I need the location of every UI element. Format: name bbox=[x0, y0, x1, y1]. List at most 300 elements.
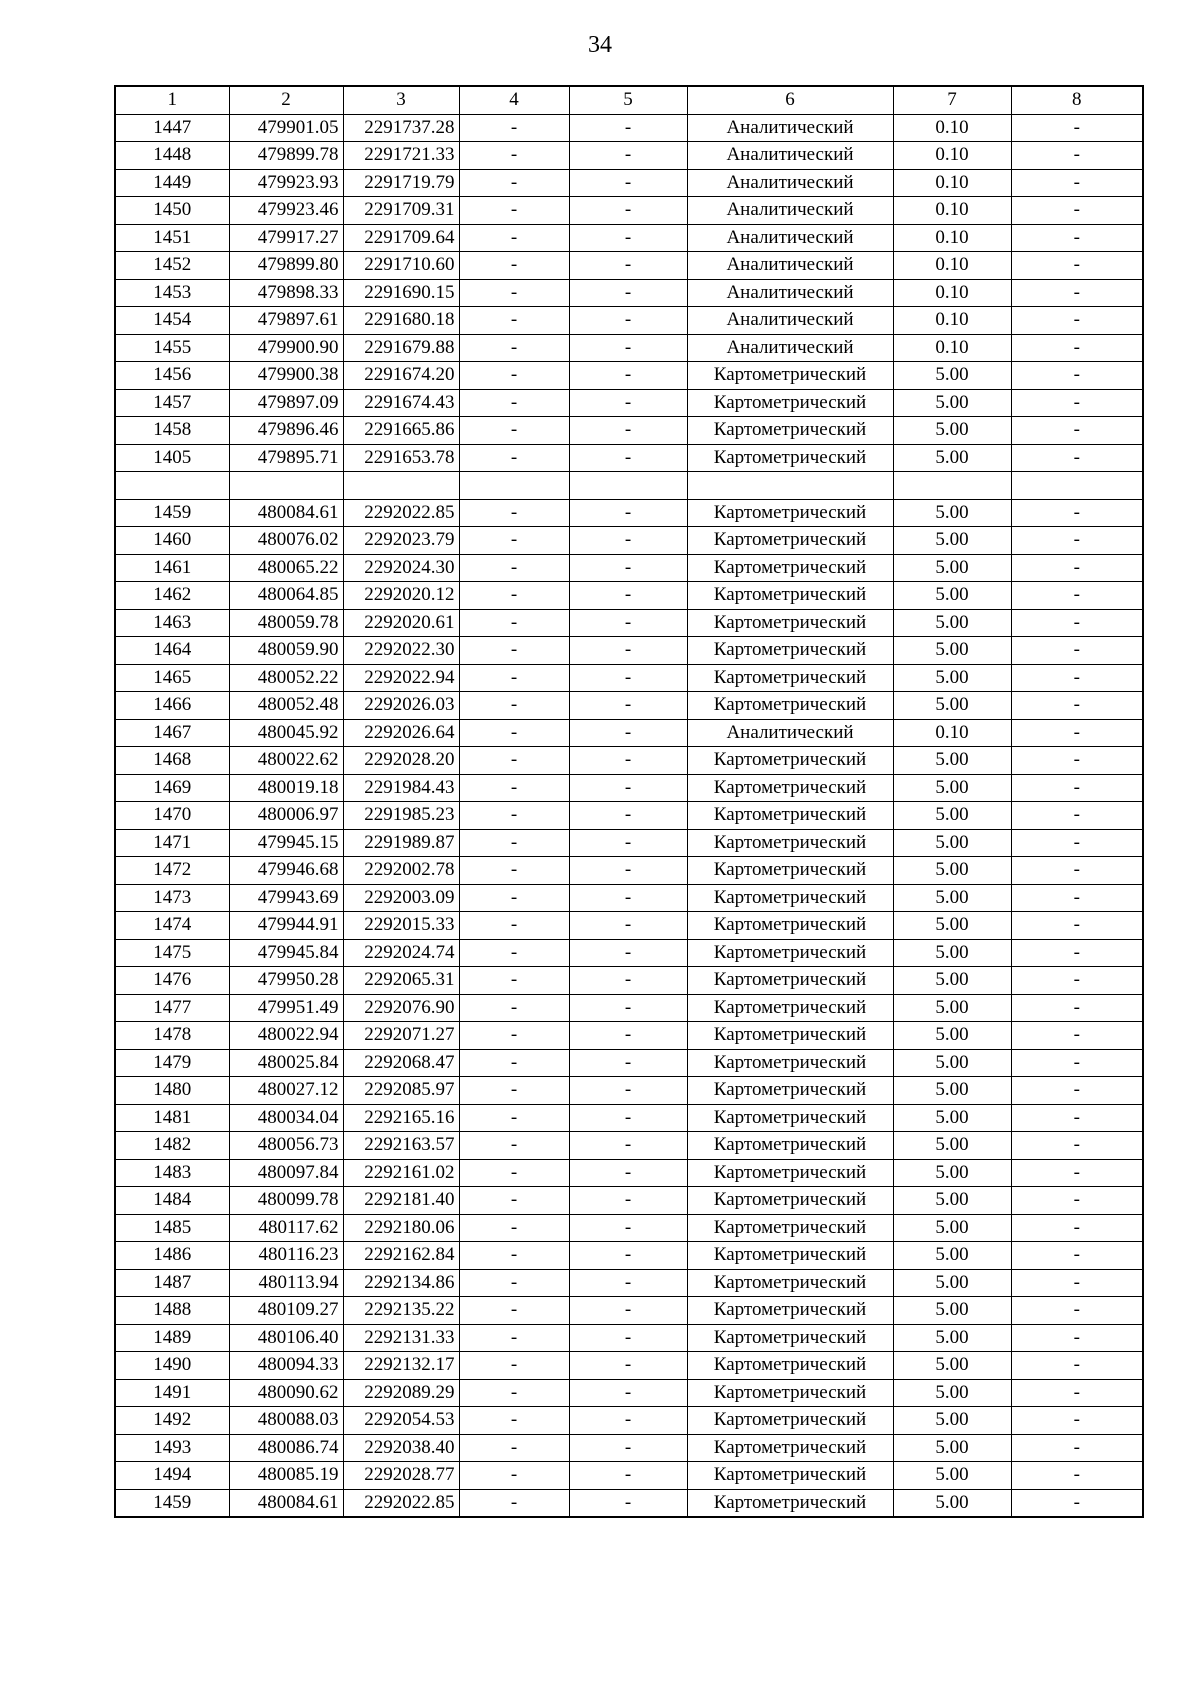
column-4-cell: - bbox=[459, 389, 569, 417]
method-cell: Картометрический bbox=[687, 912, 893, 940]
y-coordinate-cell: 2291710.60 bbox=[343, 252, 459, 280]
table-row bbox=[115, 829, 1143, 857]
method-cell: Аналитический bbox=[687, 279, 893, 307]
point-number-cell: 1490 bbox=[115, 1352, 229, 1380]
table-row bbox=[115, 279, 1143, 307]
x-coordinate-cell: 480006.97 bbox=[229, 802, 343, 830]
column-4-cell: - bbox=[459, 1187, 569, 1215]
x-coordinate-cell: 480022.94 bbox=[229, 1022, 343, 1050]
method-cell: Картометрический bbox=[687, 664, 893, 692]
column-8-cell: - bbox=[1011, 1049, 1143, 1077]
column-5-cell: - bbox=[569, 252, 687, 280]
column-8-cell: - bbox=[1011, 1077, 1143, 1105]
column-8-cell: - bbox=[1011, 967, 1143, 995]
column-header: 1 bbox=[115, 86, 229, 114]
accuracy-cell: 5.00 bbox=[893, 1352, 1011, 1380]
x-coordinate-cell: 480097.84 bbox=[229, 1159, 343, 1187]
column-8-cell: - bbox=[1011, 664, 1143, 692]
column-8-cell: - bbox=[1011, 1379, 1143, 1407]
column-5-cell: - bbox=[569, 1077, 687, 1105]
method-cell: Картометрический bbox=[687, 1049, 893, 1077]
y-coordinate-cell: 2292003.09 bbox=[343, 884, 459, 912]
point-number-cell bbox=[115, 472, 229, 500]
column-5-cell: - bbox=[569, 554, 687, 582]
table-row bbox=[115, 1187, 1143, 1215]
method-cell: Картометрический bbox=[687, 939, 893, 967]
point-number-cell: 1451 bbox=[115, 224, 229, 252]
column-8-cell: - bbox=[1011, 252, 1143, 280]
column-4-cell: - bbox=[459, 994, 569, 1022]
y-coordinate-cell: 2292038.40 bbox=[343, 1434, 459, 1462]
column-4-cell: - bbox=[459, 1049, 569, 1077]
method-cell: Аналитический bbox=[687, 197, 893, 225]
method-cell: Картометрический bbox=[687, 1269, 893, 1297]
point-number-cell: 1448 bbox=[115, 142, 229, 170]
column-5-cell: - bbox=[569, 1434, 687, 1462]
column-8-cell: - bbox=[1011, 1434, 1143, 1462]
column-4-cell: - bbox=[459, 527, 569, 555]
column-8-cell: - bbox=[1011, 912, 1143, 940]
accuracy-cell: 0.10 bbox=[893, 224, 1011, 252]
column-4-cell: - bbox=[459, 444, 569, 472]
table-row bbox=[115, 197, 1143, 225]
column-5-cell: - bbox=[569, 774, 687, 802]
column-4-cell: - bbox=[459, 499, 569, 527]
column-5-cell: - bbox=[569, 1242, 687, 1270]
point-number-cell: 1469 bbox=[115, 774, 229, 802]
y-coordinate-cell: 2292020.12 bbox=[343, 582, 459, 610]
column-4-cell: - bbox=[459, 1132, 569, 1160]
point-number-cell: 1483 bbox=[115, 1159, 229, 1187]
table-row bbox=[115, 747, 1143, 775]
point-number-cell: 1461 bbox=[115, 554, 229, 582]
point-number-cell: 1494 bbox=[115, 1462, 229, 1490]
column-4-cell: - bbox=[459, 967, 569, 995]
column-5-cell: - bbox=[569, 994, 687, 1022]
column-5-cell: - bbox=[569, 1104, 687, 1132]
column-8-cell: - bbox=[1011, 1269, 1143, 1297]
accuracy-cell: 5.00 bbox=[893, 1214, 1011, 1242]
column-header: 6 bbox=[687, 86, 893, 114]
method-cell: Картометрический bbox=[687, 582, 893, 610]
column-4-cell: - bbox=[459, 1352, 569, 1380]
accuracy-cell: 5.00 bbox=[893, 417, 1011, 445]
accuracy-cell: 5.00 bbox=[893, 362, 1011, 390]
accuracy-cell: 5.00 bbox=[893, 939, 1011, 967]
y-coordinate-cell: 2291653.78 bbox=[343, 444, 459, 472]
method-cell: Картометрический bbox=[687, 499, 893, 527]
table-row bbox=[115, 1159, 1143, 1187]
y-coordinate-cell: 2292181.40 bbox=[343, 1187, 459, 1215]
column-8-cell: - bbox=[1011, 747, 1143, 775]
x-coordinate-cell: 480090.62 bbox=[229, 1379, 343, 1407]
y-coordinate-cell: 2292085.97 bbox=[343, 1077, 459, 1105]
accuracy-cell: 0.10 bbox=[893, 279, 1011, 307]
column-4-cell: - bbox=[459, 609, 569, 637]
column-4-cell: - bbox=[459, 1407, 569, 1435]
table-row bbox=[115, 1049, 1143, 1077]
x-coordinate-cell: 480076.02 bbox=[229, 527, 343, 555]
accuracy-cell: 0.10 bbox=[893, 252, 1011, 280]
y-coordinate-cell: 2292015.33 bbox=[343, 912, 459, 940]
column-4-cell: - bbox=[459, 582, 569, 610]
x-coordinate-cell: 479897.09 bbox=[229, 389, 343, 417]
column-4-cell: - bbox=[459, 362, 569, 390]
accuracy-cell: 5.00 bbox=[893, 1022, 1011, 1050]
x-coordinate-cell: 479901.05 bbox=[229, 114, 343, 142]
column-8-cell: - bbox=[1011, 389, 1143, 417]
column-5-cell: - bbox=[569, 719, 687, 747]
column-8-cell: - bbox=[1011, 142, 1143, 170]
accuracy-cell: 5.00 bbox=[893, 857, 1011, 885]
column-5-cell: - bbox=[569, 417, 687, 445]
y-coordinate-cell: 2291984.43 bbox=[343, 774, 459, 802]
point-number-cell: 1484 bbox=[115, 1187, 229, 1215]
column-8-cell: - bbox=[1011, 1132, 1143, 1160]
column-8-cell: - bbox=[1011, 224, 1143, 252]
x-coordinate-cell: 479899.80 bbox=[229, 252, 343, 280]
column-5-cell: - bbox=[569, 857, 687, 885]
point-number-cell: 1405 bbox=[115, 444, 229, 472]
y-coordinate-cell: 2291709.64 bbox=[343, 224, 459, 252]
x-coordinate-cell: 479897.61 bbox=[229, 307, 343, 335]
accuracy-cell: 0.10 bbox=[893, 719, 1011, 747]
accuracy-cell bbox=[893, 472, 1011, 500]
table-row bbox=[115, 472, 1143, 500]
method-cell: Картометрический bbox=[687, 1462, 893, 1490]
y-coordinate-cell: 2292131.33 bbox=[343, 1324, 459, 1352]
method-cell: Картометрический bbox=[687, 747, 893, 775]
column-5-cell: - bbox=[569, 1352, 687, 1380]
y-coordinate-cell: 2292002.78 bbox=[343, 857, 459, 885]
point-number-cell: 1485 bbox=[115, 1214, 229, 1242]
x-coordinate-cell: 480085.19 bbox=[229, 1462, 343, 1490]
column-4-cell: - bbox=[459, 1022, 569, 1050]
x-coordinate-cell: 479945.84 bbox=[229, 939, 343, 967]
point-number-cell: 1487 bbox=[115, 1269, 229, 1297]
accuracy-cell: 5.00 bbox=[893, 1297, 1011, 1325]
point-number-cell: 1463 bbox=[115, 609, 229, 637]
method-cell: Картометрический bbox=[687, 1022, 893, 1050]
column-4-cell: - bbox=[459, 1324, 569, 1352]
y-coordinate-cell: 2292162.84 bbox=[343, 1242, 459, 1270]
y-coordinate-cell: 2292076.90 bbox=[343, 994, 459, 1022]
point-number-cell: 1472 bbox=[115, 857, 229, 885]
column-4-cell: - bbox=[459, 1297, 569, 1325]
column-4-cell: - bbox=[459, 1489, 569, 1517]
accuracy-cell: 0.10 bbox=[893, 169, 1011, 197]
y-coordinate-cell: 2292022.85 bbox=[343, 499, 459, 527]
table-row bbox=[115, 417, 1143, 445]
accuracy-cell: 0.10 bbox=[893, 307, 1011, 335]
method-cell: Картометрический bbox=[687, 1297, 893, 1325]
column-4-cell: - bbox=[459, 554, 569, 582]
accuracy-cell: 5.00 bbox=[893, 1242, 1011, 1270]
column-8-cell: - bbox=[1011, 939, 1143, 967]
accuracy-cell: 0.10 bbox=[893, 334, 1011, 362]
column-8-cell: - bbox=[1011, 829, 1143, 857]
column-5-cell: - bbox=[569, 637, 687, 665]
column-5-cell: - bbox=[569, 444, 687, 472]
column-8-cell: - bbox=[1011, 417, 1143, 445]
table-row bbox=[115, 939, 1143, 967]
point-number-cell: 1454 bbox=[115, 307, 229, 335]
column-5-cell: - bbox=[569, 499, 687, 527]
column-5-cell: - bbox=[569, 1324, 687, 1352]
column-5-cell: - bbox=[569, 197, 687, 225]
column-4-cell: - bbox=[459, 1242, 569, 1270]
column-5-cell: - bbox=[569, 1132, 687, 1160]
x-coordinate-cell: 480065.22 bbox=[229, 554, 343, 582]
column-5-cell: - bbox=[569, 527, 687, 555]
x-coordinate-cell: 480052.22 bbox=[229, 664, 343, 692]
method-cell: Картометрический bbox=[687, 609, 893, 637]
column-8-cell: - bbox=[1011, 774, 1143, 802]
table-row bbox=[115, 582, 1143, 610]
table-row bbox=[115, 1379, 1143, 1407]
point-number-cell: 1493 bbox=[115, 1434, 229, 1462]
column-header: 3 bbox=[343, 86, 459, 114]
column-8-cell: - bbox=[1011, 1407, 1143, 1435]
y-coordinate-cell: 2292028.77 bbox=[343, 1462, 459, 1490]
column-8-cell: - bbox=[1011, 1187, 1143, 1215]
column-8-cell: - bbox=[1011, 884, 1143, 912]
table-row bbox=[115, 307, 1143, 335]
accuracy-cell: 5.00 bbox=[893, 637, 1011, 665]
column-4-cell: - bbox=[459, 884, 569, 912]
point-number-cell: 1464 bbox=[115, 637, 229, 665]
table-row bbox=[115, 1352, 1143, 1380]
column-header: 2 bbox=[229, 86, 343, 114]
y-coordinate-cell: 2292135.22 bbox=[343, 1297, 459, 1325]
method-cell: Аналитический bbox=[687, 252, 893, 280]
column-8-cell: - bbox=[1011, 802, 1143, 830]
accuracy-cell: 5.00 bbox=[893, 912, 1011, 940]
column-5-cell: - bbox=[569, 1379, 687, 1407]
table-row bbox=[115, 389, 1143, 417]
x-coordinate-cell bbox=[229, 472, 343, 500]
y-coordinate-cell: 2292180.06 bbox=[343, 1214, 459, 1242]
x-coordinate-cell: 479951.49 bbox=[229, 994, 343, 1022]
method-cell: Картометрический bbox=[687, 1214, 893, 1242]
accuracy-cell: 5.00 bbox=[893, 609, 1011, 637]
column-8-cell: - bbox=[1011, 279, 1143, 307]
x-coordinate-cell: 479898.33 bbox=[229, 279, 343, 307]
column-5-cell: - bbox=[569, 307, 687, 335]
point-number-cell: 1474 bbox=[115, 912, 229, 940]
table-row bbox=[115, 1462, 1143, 1490]
accuracy-cell: 5.00 bbox=[893, 389, 1011, 417]
method-cell: Картометрический bbox=[687, 967, 893, 995]
point-number-cell: 1481 bbox=[115, 1104, 229, 1132]
y-coordinate-cell: 2291674.43 bbox=[343, 389, 459, 417]
y-coordinate-cell: 2291989.87 bbox=[343, 829, 459, 857]
method-cell: Картометрический bbox=[687, 1352, 893, 1380]
table-row bbox=[115, 169, 1143, 197]
accuracy-cell: 5.00 bbox=[893, 664, 1011, 692]
x-coordinate-cell: 479946.68 bbox=[229, 857, 343, 885]
table-row bbox=[115, 1214, 1143, 1242]
point-number-cell: 1489 bbox=[115, 1324, 229, 1352]
point-number-cell: 1482 bbox=[115, 1132, 229, 1160]
y-coordinate-cell: 2292024.30 bbox=[343, 554, 459, 582]
column-4-cell bbox=[459, 472, 569, 500]
table-row bbox=[115, 444, 1143, 472]
method-cell: Картометрический bbox=[687, 527, 893, 555]
y-coordinate-cell: 2291985.23 bbox=[343, 802, 459, 830]
table-row bbox=[115, 692, 1143, 720]
y-coordinate-cell: 2292068.47 bbox=[343, 1049, 459, 1077]
method-cell: Аналитический bbox=[687, 719, 893, 747]
page-number: 34 bbox=[588, 32, 612, 58]
table-row bbox=[115, 609, 1143, 637]
column-5-cell: - bbox=[569, 582, 687, 610]
y-coordinate-cell: 2292024.74 bbox=[343, 939, 459, 967]
column-8-cell: - bbox=[1011, 307, 1143, 335]
x-coordinate-cell: 480045.92 bbox=[229, 719, 343, 747]
column-4-cell: - bbox=[459, 252, 569, 280]
point-number-cell: 1460 bbox=[115, 527, 229, 555]
x-coordinate-cell: 480109.27 bbox=[229, 1297, 343, 1325]
table-header-row bbox=[115, 86, 1143, 114]
column-4-cell: - bbox=[459, 307, 569, 335]
column-5-cell: - bbox=[569, 334, 687, 362]
column-5-cell: - bbox=[569, 912, 687, 940]
x-coordinate-cell: 480084.61 bbox=[229, 499, 343, 527]
accuracy-cell: 5.00 bbox=[893, 444, 1011, 472]
x-coordinate-cell: 480027.12 bbox=[229, 1077, 343, 1105]
y-coordinate-cell: 2291719.79 bbox=[343, 169, 459, 197]
point-number-cell: 1488 bbox=[115, 1297, 229, 1325]
y-coordinate-cell: 2292026.64 bbox=[343, 719, 459, 747]
y-coordinate-cell: 2291679.88 bbox=[343, 334, 459, 362]
point-number-cell: 1477 bbox=[115, 994, 229, 1022]
method-cell: Картометрический bbox=[687, 857, 893, 885]
column-5-cell: - bbox=[569, 389, 687, 417]
accuracy-cell: 5.00 bbox=[893, 829, 1011, 857]
y-coordinate-cell: 2292165.16 bbox=[343, 1104, 459, 1132]
accuracy-cell: 5.00 bbox=[893, 774, 1011, 802]
column-header: 7 bbox=[893, 86, 1011, 114]
x-coordinate-cell: 480116.23 bbox=[229, 1242, 343, 1270]
column-8-cell: - bbox=[1011, 362, 1143, 390]
column-4-cell: - bbox=[459, 1077, 569, 1105]
column-5-cell: - bbox=[569, 1214, 687, 1242]
method-cell: Аналитический bbox=[687, 114, 893, 142]
y-coordinate-cell: 2292089.29 bbox=[343, 1379, 459, 1407]
column-8-cell: - bbox=[1011, 444, 1143, 472]
x-coordinate-cell: 480106.40 bbox=[229, 1324, 343, 1352]
point-number-cell: 1452 bbox=[115, 252, 229, 280]
x-coordinate-cell: 480086.74 bbox=[229, 1434, 343, 1462]
accuracy-cell: 0.10 bbox=[893, 142, 1011, 170]
column-8-cell: - bbox=[1011, 1104, 1143, 1132]
y-coordinate-cell: 2292071.27 bbox=[343, 1022, 459, 1050]
table-row bbox=[115, 912, 1143, 940]
column-4-cell: - bbox=[459, 169, 569, 197]
x-coordinate-cell: 480084.61 bbox=[229, 1489, 343, 1517]
y-coordinate-cell: 2292163.57 bbox=[343, 1132, 459, 1160]
x-coordinate-cell: 480056.73 bbox=[229, 1132, 343, 1160]
y-coordinate-cell: 2291690.15 bbox=[343, 279, 459, 307]
method-cell: Картометрический bbox=[687, 884, 893, 912]
point-number-cell: 1462 bbox=[115, 582, 229, 610]
x-coordinate-cell: 479900.38 bbox=[229, 362, 343, 390]
column-header: 5 bbox=[569, 86, 687, 114]
point-number-cell: 1459 bbox=[115, 1489, 229, 1517]
column-4-cell: - bbox=[459, 664, 569, 692]
point-number-cell: 1467 bbox=[115, 719, 229, 747]
point-number-cell: 1475 bbox=[115, 939, 229, 967]
x-coordinate-cell: 479899.78 bbox=[229, 142, 343, 170]
method-cell: Картометрический bbox=[687, 1104, 893, 1132]
point-number-cell: 1480 bbox=[115, 1077, 229, 1105]
y-coordinate-cell: 2291709.31 bbox=[343, 197, 459, 225]
method-cell: Картометрический bbox=[687, 637, 893, 665]
x-coordinate-cell: 479923.93 bbox=[229, 169, 343, 197]
column-4-cell: - bbox=[459, 1434, 569, 1462]
method-cell: Картометрический bbox=[687, 1324, 893, 1352]
x-coordinate-cell: 480052.48 bbox=[229, 692, 343, 720]
column-4-cell: - bbox=[459, 1104, 569, 1132]
column-4-cell: - bbox=[459, 747, 569, 775]
column-4-cell: - bbox=[459, 1379, 569, 1407]
point-number-cell: 1457 bbox=[115, 389, 229, 417]
point-number-cell: 1491 bbox=[115, 1379, 229, 1407]
column-8-cell: - bbox=[1011, 1462, 1143, 1490]
method-cell: Картометрический bbox=[687, 1132, 893, 1160]
column-8-cell: - bbox=[1011, 334, 1143, 362]
column-4-cell: - bbox=[459, 719, 569, 747]
column-8-cell: - bbox=[1011, 1297, 1143, 1325]
accuracy-cell: 5.00 bbox=[893, 1434, 1011, 1462]
column-5-cell: - bbox=[569, 169, 687, 197]
column-5-cell: - bbox=[569, 829, 687, 857]
accuracy-cell: 5.00 bbox=[893, 1489, 1011, 1517]
y-coordinate-cell: 2292134.86 bbox=[343, 1269, 459, 1297]
y-coordinate-cell: 2291674.20 bbox=[343, 362, 459, 390]
column-8-cell: - bbox=[1011, 1324, 1143, 1352]
table-row bbox=[115, 362, 1143, 390]
y-coordinate-cell: 2292022.94 bbox=[343, 664, 459, 692]
point-number-cell: 1476 bbox=[115, 967, 229, 995]
accuracy-cell: 5.00 bbox=[893, 1104, 1011, 1132]
table-row bbox=[115, 802, 1143, 830]
column-8-cell: - bbox=[1011, 582, 1143, 610]
method-cell: Картометрический bbox=[687, 1407, 893, 1435]
table-row bbox=[115, 719, 1143, 747]
table-row bbox=[115, 554, 1143, 582]
point-number-cell: 1455 bbox=[115, 334, 229, 362]
column-8-cell bbox=[1011, 472, 1143, 500]
column-5-cell: - bbox=[569, 1159, 687, 1187]
column-4-cell: - bbox=[459, 114, 569, 142]
accuracy-cell: 5.00 bbox=[893, 499, 1011, 527]
column-5-cell: - bbox=[569, 1297, 687, 1325]
table-row bbox=[115, 334, 1143, 362]
column-5-cell: - bbox=[569, 114, 687, 142]
y-coordinate-cell: 2292065.31 bbox=[343, 967, 459, 995]
column-5-cell: - bbox=[569, 802, 687, 830]
column-8-cell: - bbox=[1011, 692, 1143, 720]
table-row bbox=[115, 1022, 1143, 1050]
column-4-cell: - bbox=[459, 142, 569, 170]
x-coordinate-cell: 480094.33 bbox=[229, 1352, 343, 1380]
column-4-cell: - bbox=[459, 912, 569, 940]
x-coordinate-cell: 479945.15 bbox=[229, 829, 343, 857]
accuracy-cell: 5.00 bbox=[893, 1407, 1011, 1435]
column-5-cell: - bbox=[569, 967, 687, 995]
